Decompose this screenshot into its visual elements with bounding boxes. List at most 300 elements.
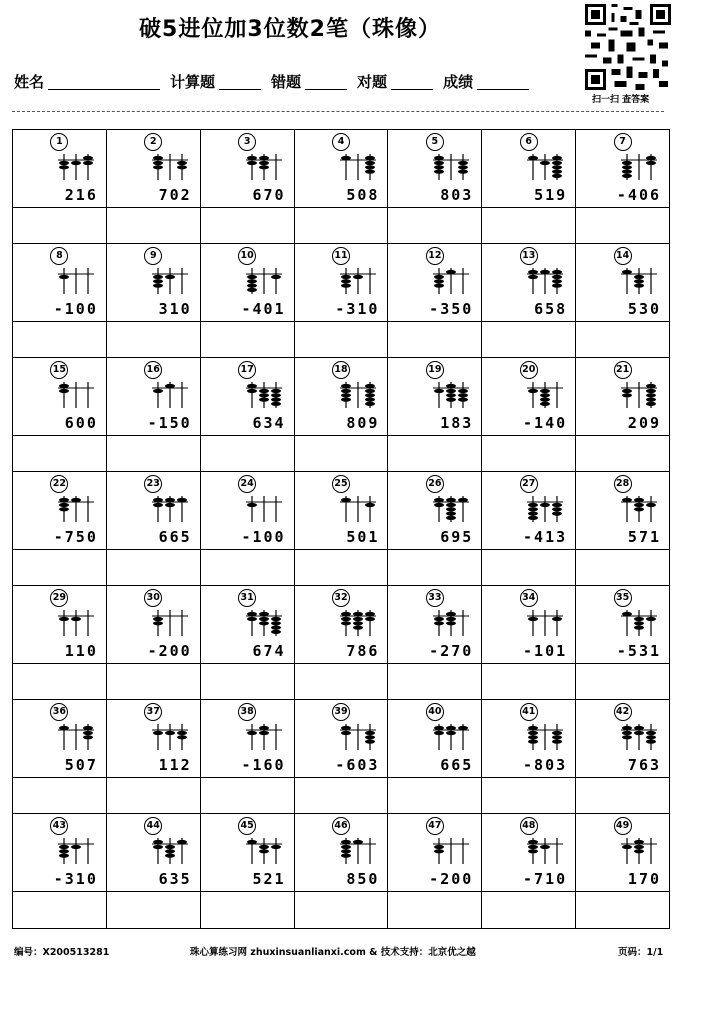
answer-cell[interactable] — [295, 664, 389, 700]
problem-number: 6 — [520, 133, 538, 151]
question-row — [13, 130, 669, 208]
upper-bead — [247, 384, 257, 388]
answer-cell[interactable] — [13, 664, 107, 700]
upper-bead — [446, 726, 456, 730]
lower-bead — [646, 402, 656, 406]
abacus-image — [621, 610, 657, 636]
upper-bead — [540, 270, 550, 274]
lower-bead — [165, 849, 175, 853]
problem-cell — [107, 130, 201, 208]
problem-cell — [13, 472, 107, 550]
abacus-image — [246, 724, 282, 750]
lower-bead — [259, 393, 269, 397]
answer-cell[interactable] — [201, 892, 295, 928]
count-field[interactable] — [219, 73, 261, 90]
lower-bead — [177, 165, 187, 169]
problem-cell — [13, 814, 107, 892]
lower-bead — [634, 279, 644, 283]
upper-bead — [528, 156, 538, 160]
answer-cell[interactable] — [576, 550, 669, 586]
lower-bead — [271, 402, 281, 406]
lower-bead — [446, 731, 456, 735]
lower-bead — [622, 389, 632, 393]
lower-bead — [446, 389, 456, 393]
problem-cell — [13, 244, 107, 322]
lower-bead — [646, 731, 656, 735]
upper-bead — [446, 612, 456, 616]
problem-cell — [576, 358, 669, 436]
upper-bead — [552, 270, 562, 274]
upper-bead — [446, 270, 456, 274]
problem-cell — [295, 472, 389, 550]
problem-number: 14 — [614, 247, 632, 265]
problem-grid — [12, 129, 670, 929]
abacus-image — [340, 496, 376, 522]
answer-row — [13, 436, 669, 472]
problem-value: -603 — [335, 756, 380, 774]
abacus-image — [58, 838, 94, 864]
lower-bead — [446, 507, 456, 511]
lower-bead — [59, 617, 69, 621]
upper-bead — [634, 840, 644, 844]
abacus-image — [58, 154, 94, 180]
lower-bead — [540, 161, 550, 165]
problem-number: 12 — [426, 247, 444, 265]
problem-number: 36 — [50, 703, 68, 721]
problem-value: 809 — [346, 414, 380, 432]
problem-number: 15 — [50, 361, 68, 379]
lower-bead — [634, 626, 644, 630]
problem-value: -310 — [53, 870, 98, 888]
problem-cell — [482, 586, 576, 664]
problem-number: 33 — [426, 589, 444, 607]
abacus-image — [340, 724, 376, 750]
abacus-image — [58, 496, 94, 522]
abacus-image — [58, 724, 94, 750]
problem-number: 46 — [332, 817, 350, 835]
lower-bead — [271, 626, 281, 630]
problem-number: 21 — [614, 361, 632, 379]
answer-cell[interactable] — [107, 436, 201, 472]
lower-bead — [434, 617, 444, 621]
problem-cell — [13, 586, 107, 664]
score-label: 成绩 — [443, 73, 474, 91]
lower-bead — [365, 740, 375, 744]
lower-bead — [259, 398, 269, 402]
answer-cell[interactable] — [388, 208, 482, 244]
answer-cell[interactable] — [13, 436, 107, 472]
answer-cell[interactable] — [13, 778, 107, 814]
problem-number: 40 — [426, 703, 444, 721]
lower-bead — [646, 735, 656, 739]
name-label: 姓名 — [14, 73, 45, 91]
problem-value: -160 — [241, 756, 286, 774]
answer-cell[interactable] — [576, 778, 669, 814]
lower-bead — [271, 621, 281, 625]
abacus-image — [433, 382, 469, 408]
problem-number: 44 — [144, 817, 162, 835]
lower-bead — [528, 731, 538, 735]
lower-bead — [528, 735, 538, 739]
problem-cell — [388, 700, 482, 778]
lower-bead — [552, 174, 562, 178]
upper-bead — [341, 498, 351, 502]
right-field[interactable] — [391, 73, 433, 90]
count-label: 计算题 — [170, 73, 216, 91]
answer-cell[interactable] — [576, 664, 669, 700]
problem-cell — [388, 130, 482, 208]
answer-cell[interactable] — [13, 892, 107, 928]
lower-bead — [446, 503, 456, 507]
problem-number: 24 — [238, 475, 256, 493]
problem-value: 670 — [252, 186, 286, 204]
problem-value: -710 — [523, 870, 568, 888]
lower-bead — [59, 161, 69, 165]
page-title: 破5进位加3位数2笔（珠像） — [139, 17, 441, 42]
question-row — [13, 700, 669, 778]
answer-cell[interactable] — [482, 664, 576, 700]
problem-value: -750 — [53, 528, 98, 546]
problem-number: 9 — [144, 247, 162, 265]
problem-value: 702 — [158, 186, 192, 204]
problem-cell — [107, 472, 201, 550]
lower-bead — [71, 617, 81, 621]
upper-bead — [247, 156, 257, 160]
lower-bead — [446, 398, 456, 402]
answer-row — [13, 664, 669, 700]
answer-cell[interactable] — [295, 778, 389, 814]
lower-bead — [552, 512, 562, 516]
problem-value: 674 — [252, 642, 286, 660]
answer-cell[interactable] — [295, 550, 389, 586]
answer-cell[interactable] — [482, 322, 576, 358]
abacus-image — [433, 724, 469, 750]
problem-number: 10 — [238, 247, 256, 265]
lower-bead — [353, 621, 363, 625]
lower-bead — [165, 731, 175, 735]
lower-bead — [552, 617, 562, 621]
lower-bead — [540, 402, 550, 406]
problem-value: 310 — [158, 300, 192, 318]
answer-cell[interactable] — [295, 208, 389, 244]
upper-bead — [622, 498, 632, 502]
answer-cell[interactable] — [295, 892, 389, 928]
answer-cell[interactable] — [482, 208, 576, 244]
lower-bead — [528, 849, 538, 853]
wrong-label: 错题 — [271, 73, 302, 91]
lower-bead — [153, 621, 163, 625]
lower-bead — [365, 165, 375, 169]
lower-bead — [353, 626, 363, 630]
problem-cell — [295, 358, 389, 436]
lower-bead — [528, 516, 538, 520]
lower-bead — [446, 512, 456, 516]
lower-bead — [259, 845, 269, 849]
problem-value: -150 — [147, 414, 192, 432]
lower-bead — [247, 161, 257, 165]
upper-bead — [71, 498, 81, 502]
problem-number: 43 — [50, 817, 68, 835]
lower-bead — [646, 389, 656, 393]
lower-bead — [552, 170, 562, 174]
answer-cell[interactable] — [576, 436, 669, 472]
problem-number: 5 — [426, 133, 444, 151]
upper-bead — [528, 840, 538, 844]
answer-cell[interactable] — [107, 550, 201, 586]
answer-cell[interactable] — [388, 550, 482, 586]
problem-number: 22 — [50, 475, 68, 493]
lower-bead — [434, 275, 444, 279]
lower-bead — [434, 284, 444, 288]
upper-bead — [365, 156, 375, 160]
answer-cell[interactable] — [201, 322, 295, 358]
lower-bead — [341, 275, 351, 279]
lower-bead — [552, 740, 562, 744]
lower-bead — [247, 731, 257, 735]
lower-bead — [622, 165, 632, 169]
problem-number: 27 — [520, 475, 538, 493]
lower-bead — [59, 275, 69, 279]
upper-bead — [353, 840, 363, 844]
abacus-image — [527, 838, 563, 864]
answer-cell[interactable] — [482, 778, 576, 814]
lower-bead — [153, 731, 163, 735]
upper-bead — [153, 498, 163, 502]
lower-bead — [552, 503, 562, 507]
problem-value: 695 — [440, 528, 474, 546]
problem-cell — [13, 130, 107, 208]
problem-number: 34 — [520, 589, 538, 607]
lower-bead — [271, 845, 281, 849]
lower-bead — [434, 389, 444, 393]
answer-cell[interactable] — [388, 322, 482, 358]
upper-bead — [153, 840, 163, 844]
answer-cell[interactable] — [201, 550, 295, 586]
upper-bead — [528, 726, 538, 730]
lower-bead — [552, 279, 562, 283]
problem-value: 635 — [158, 870, 192, 888]
lower-bead — [528, 507, 538, 511]
answer-cell[interactable] — [388, 436, 482, 472]
answer-cell[interactable] — [388, 778, 482, 814]
problem-cell — [482, 814, 576, 892]
answer-cell[interactable] — [201, 436, 295, 472]
problem-number: 17 — [238, 361, 256, 379]
problem-value: -406 — [616, 186, 662, 204]
problem-number: 7 — [614, 133, 632, 151]
name-field[interactable] — [48, 73, 160, 90]
problem-number: 29 — [50, 589, 68, 607]
problem-value: 508 — [346, 186, 380, 204]
lower-bead — [177, 735, 187, 739]
abacus-image — [152, 610, 188, 636]
problem-number: 28 — [614, 475, 632, 493]
answer-cell[interactable] — [576, 322, 669, 358]
problem-cell — [107, 814, 201, 892]
answer-cell[interactable] — [107, 208, 201, 244]
answer-cell[interactable] — [107, 892, 201, 928]
answer-cell[interactable] — [201, 208, 295, 244]
answer-cell[interactable] — [482, 892, 576, 928]
lower-bead — [165, 275, 175, 279]
answer-cell[interactable] — [13, 322, 107, 358]
lower-bead — [341, 845, 351, 849]
answer-cell[interactable] — [13, 550, 107, 586]
upper-bead — [341, 840, 351, 844]
upper-bead — [552, 156, 562, 160]
problem-value: 571 — [627, 528, 662, 546]
lower-bead — [71, 161, 81, 165]
abacus-image — [621, 268, 657, 294]
lower-bead — [341, 393, 351, 397]
problem-cell — [482, 130, 576, 208]
answer-cell[interactable] — [201, 664, 295, 700]
lower-bead — [552, 275, 562, 279]
lower-bead — [622, 735, 632, 739]
abacus-image — [58, 268, 94, 294]
lower-bead — [446, 621, 456, 625]
lower-bead — [365, 389, 375, 393]
problem-value: 170 — [627, 870, 662, 888]
lower-bead — [83, 161, 93, 165]
answer-cell[interactable] — [576, 892, 669, 928]
upper-bead — [365, 612, 375, 616]
lower-bead — [341, 279, 351, 283]
problem-number: 20 — [520, 361, 538, 379]
lower-bead — [59, 503, 69, 507]
lower-bead — [540, 393, 550, 397]
problem-value: -100 — [241, 528, 286, 546]
problem-number: 37 — [144, 703, 162, 721]
lower-bead — [153, 161, 163, 165]
abacus-image — [340, 610, 376, 636]
answer-cell[interactable] — [388, 664, 482, 700]
answer-row — [13, 550, 669, 586]
lower-bead — [247, 503, 257, 507]
abacus-image — [527, 382, 563, 408]
problem-cell — [482, 472, 576, 550]
footer-code: 编号：X200513281 — [14, 947, 110, 958]
lower-bead — [434, 279, 444, 283]
lower-bead — [177, 731, 187, 735]
upper-bead — [59, 726, 69, 730]
question-row — [13, 244, 669, 322]
lower-bead — [247, 288, 257, 292]
answer-cell[interactable] — [13, 208, 107, 244]
answer-cell[interactable] — [388, 892, 482, 928]
problem-number: 31 — [238, 589, 256, 607]
problem-number: 32 — [332, 589, 350, 607]
problem-number: 47 — [426, 817, 444, 835]
upper-bead — [434, 726, 444, 730]
upper-bead — [177, 498, 187, 502]
abacus-image — [58, 610, 94, 636]
answer-row — [13, 778, 669, 814]
problem-cell — [576, 472, 669, 550]
problem-cell — [13, 358, 107, 436]
problem-cell — [388, 814, 482, 892]
lower-bead — [247, 389, 257, 393]
lower-bead — [271, 389, 281, 393]
wrong-field[interactable] — [305, 73, 347, 90]
qr-code[interactable] — [585, 4, 671, 90]
problem-number: 39 — [332, 703, 350, 721]
problem-number: 8 — [50, 247, 68, 265]
problem-cell — [482, 358, 576, 436]
abacus-image — [246, 268, 282, 294]
problem-value: -100 — [53, 300, 98, 318]
lower-bead — [434, 845, 444, 849]
answer-cell[interactable] — [107, 322, 201, 358]
lower-bead — [434, 161, 444, 165]
lower-bead — [634, 617, 644, 621]
lower-bead — [540, 398, 550, 402]
lower-bead — [552, 161, 562, 165]
problem-number: 3 — [238, 133, 256, 151]
problem-value: -200 — [429, 870, 474, 888]
problem-number: 41 — [520, 703, 538, 721]
question-row — [13, 814, 669, 892]
answer-cell[interactable] — [107, 664, 201, 700]
lower-bead — [634, 621, 644, 625]
problem-value: -350 — [429, 300, 474, 318]
lower-bead — [634, 845, 644, 849]
problem-value: 183 — [440, 414, 474, 432]
score-field[interactable] — [477, 73, 529, 90]
problem-number: 13 — [520, 247, 538, 265]
question-row — [13, 358, 669, 436]
answer-cell[interactable] — [576, 208, 669, 244]
lower-bead — [247, 284, 257, 288]
answer-cell[interactable] — [482, 550, 576, 586]
answer-cell[interactable] — [107, 778, 201, 814]
abacus-image — [58, 382, 94, 408]
lower-bead — [153, 279, 163, 283]
lower-bead — [458, 165, 468, 169]
problem-value: 658 — [534, 300, 568, 318]
abacus-image — [621, 382, 657, 408]
problem-value: 530 — [627, 300, 662, 318]
upper-bead — [341, 384, 351, 388]
upper-bead — [177, 840, 187, 844]
problem-value: 803 — [440, 186, 474, 204]
lower-bead — [247, 617, 257, 621]
lower-bead — [622, 845, 632, 849]
abacus-image — [246, 154, 282, 180]
lower-bead — [259, 617, 269, 621]
footer-page: 页码：1/1 — [618, 947, 664, 958]
answer-cell[interactable] — [295, 436, 389, 472]
answer-cell[interactable] — [201, 778, 295, 814]
problem-cell — [201, 358, 295, 436]
upper-bead — [165, 498, 175, 502]
abacus-image — [152, 838, 188, 864]
problem-value: -401 — [241, 300, 286, 318]
problem-cell — [295, 814, 389, 892]
upper-bead — [446, 384, 456, 388]
problem-number: 49 — [614, 817, 632, 835]
answer-cell[interactable] — [295, 322, 389, 358]
abacus-image — [527, 154, 563, 180]
lower-bead — [365, 731, 375, 735]
answer-cell[interactable] — [482, 436, 576, 472]
upper-bead — [153, 156, 163, 160]
lower-bead — [528, 389, 538, 393]
problem-value: 665 — [158, 528, 192, 546]
abacus-image — [246, 610, 282, 636]
lower-bead — [353, 617, 363, 621]
abacus-image — [340, 268, 376, 294]
